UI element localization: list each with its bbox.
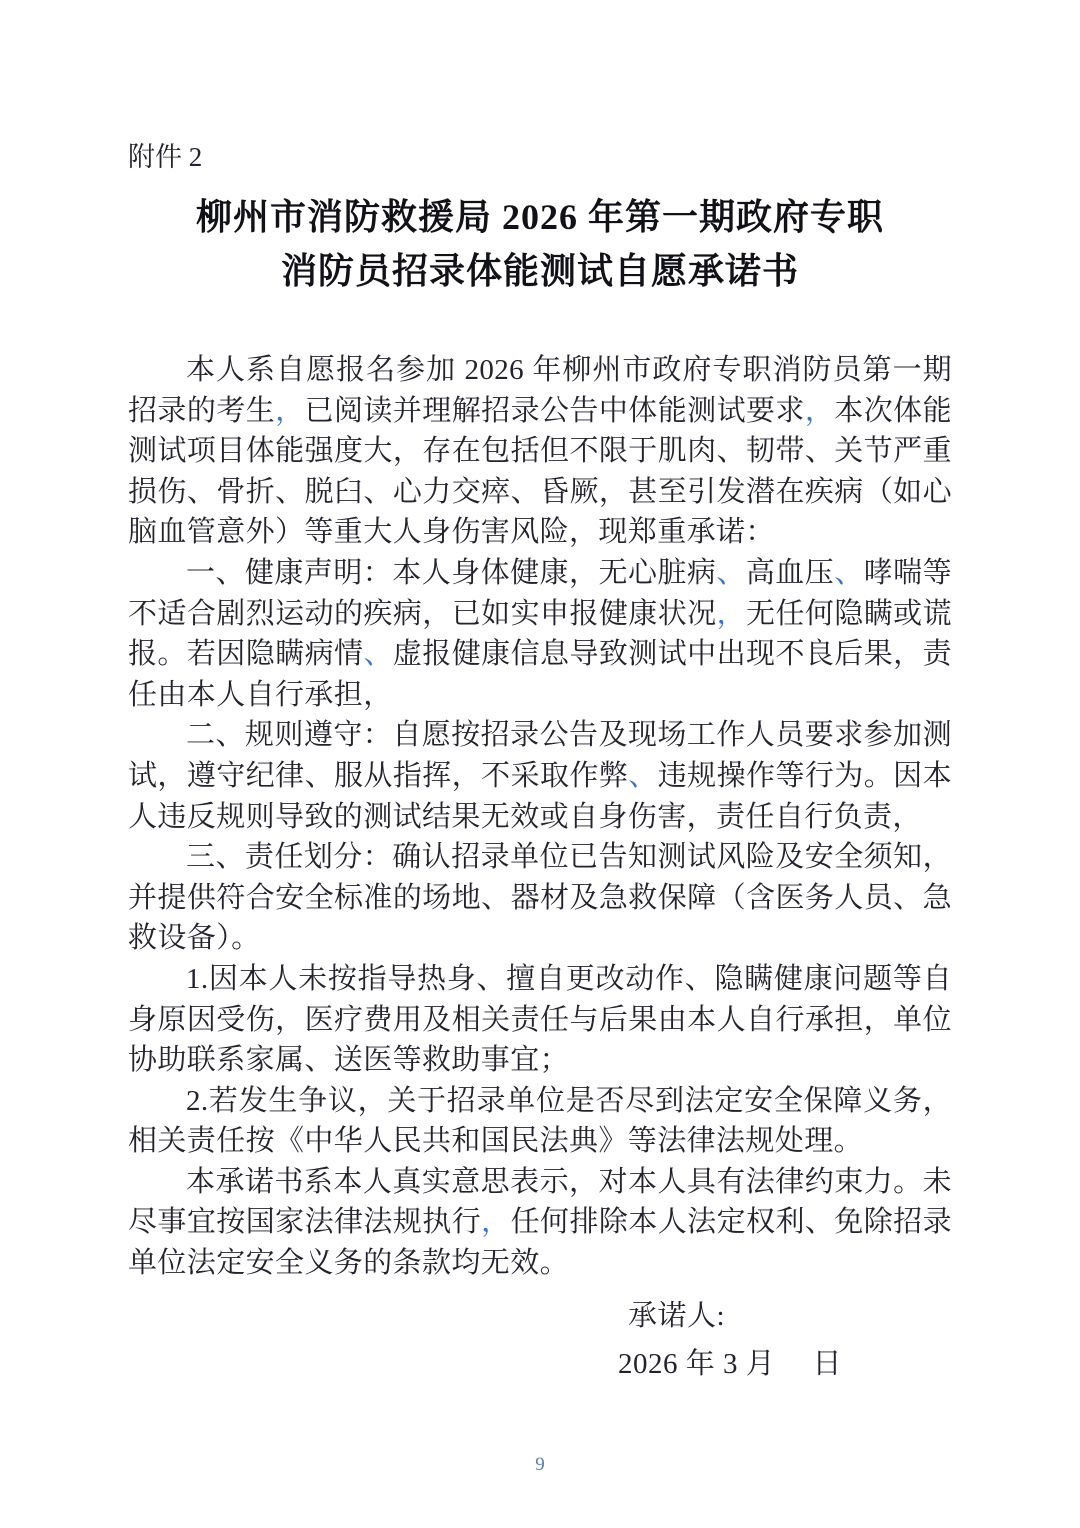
page-number: 9	[535, 1454, 545, 1475]
blue-punctuation: ，	[275, 394, 305, 427]
paragraph	[128, 959, 952, 1081]
title-line-1: 柳州市消防救援局 2026 年第一期政府专职	[195, 197, 884, 237]
blue-punctuation: ，	[481, 1206, 511, 1239]
paragraph	[128, 350, 952, 553]
text-segment: 已阅读并理解招录公告中体能测试要求	[304, 394, 805, 427]
text-segment: 虚报健康信息导致测试中出现不良后果，责任由本人自行承担，	[128, 638, 952, 711]
text-segment: 哮喘等不适合剧烈运动的疾病，已如实申报健康状况	[128, 556, 952, 630]
text-segment: 一、健康声明：本人身体健康，无心脏病	[186, 556, 717, 589]
paragraph	[128, 1162, 952, 1284]
text-segment: 本次体能测试项目体能强度大，存在包括但不限于肌肉、韧带、关节严重损伤、骨折、脱臼、心力交瘁、昏厥，甚至引发潜在疾病（如心脑血管意外）等重大人身伤害风险，现郑重承诺：	[128, 394, 952, 549]
text-segment: 2.若发生争议，关于招录单位是否尽到法定安全保障义务，相关责任按《中华人民共和国民法典》等法律法规处理。	[128, 1084, 952, 1158]
title-line-2: 消防员招录体能测试自愿承诺书	[280, 251, 799, 291]
blue-punctuation: 、	[628, 759, 658, 792]
text-segment: 1.因本人未按指导热身、擅自更改动作、隐瞒健康问题等自身原因受伤，医疗费用及相关责任与后果由本人自行承担，单位协助联系家属、送医等救助事宜；	[128, 962, 952, 1077]
text-segment: 本人系自愿报名参加 2026 年柳州市政府专职消防员第一期招录的考生	[128, 354, 952, 427]
text-segment: 三、责任划分：确认招录单位已告知测试风险及安全须知，并提供符合安全标准的场地、器材及急救保障（含医务人员、急救设备）。	[128, 841, 952, 955]
signer-label: 承诺人:	[628, 1299, 726, 1332]
text-segment: 本承诺书系本人真实意思表示，对本人具有法律约束力。未尽事宜按国家法律法规执行	[128, 1165, 952, 1239]
paragraph	[128, 553, 952, 715]
paragraph	[128, 837, 952, 959]
text-segment: 二、规则遵守：自愿按招录公告及现场工作人员要求参加测试，遵守纪律、服从指挥，不采取作弊	[128, 719, 952, 792]
blue-punctuation: 、	[716, 556, 746, 589]
attachment-label: 附件 2	[128, 142, 203, 172]
date-line: 2026 年 3 月 日	[618, 1347, 843, 1380]
blue-punctuation: ，	[716, 597, 747, 630]
text-segment: 违规操作等行为。因本人违反规则导致的测试结果无效或自身伤害，责任自行负责，	[128, 759, 952, 833]
text-segment: 高血压	[745, 556, 835, 589]
document-body	[128, 350, 952, 1284]
document-title	[128, 190, 952, 298]
text-segment: 无任何隐瞒或谎报。若因隐瞒病情	[128, 597, 952, 671]
blue-punctuation: ，	[804, 394, 835, 427]
blue-punctuation: 、	[834, 556, 864, 589]
paragraph	[128, 715, 952, 837]
blue-punctuation: 、	[363, 638, 393, 671]
signature-block	[128, 1292, 952, 1388]
text-segment: 任何排除本人法定权利、免除招录单位法定安全义务的条款均无效。	[128, 1206, 952, 1280]
paragraph	[128, 1081, 952, 1162]
